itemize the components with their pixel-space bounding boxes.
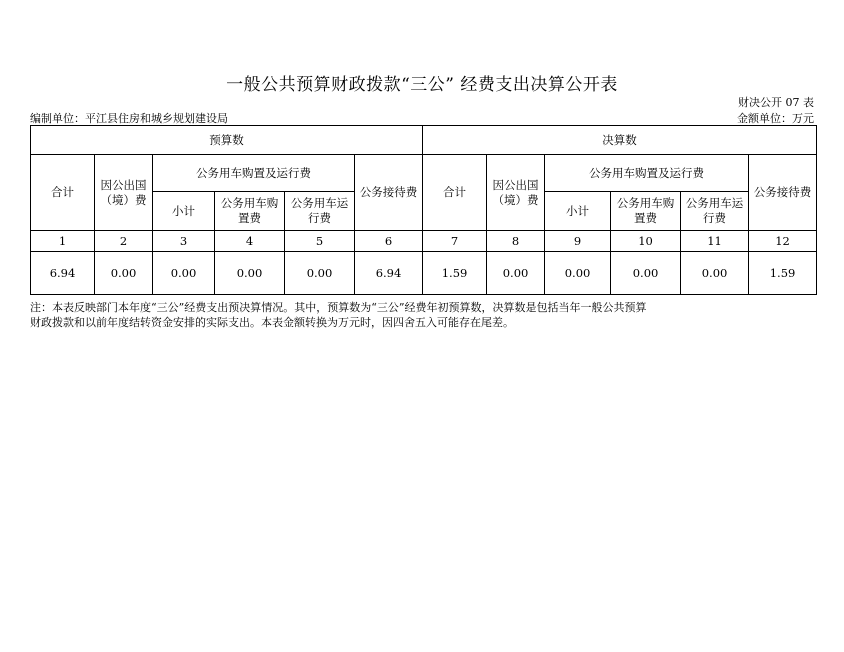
table-row xyxy=(31,252,817,295)
value-cell: 0.00 xyxy=(487,252,545,295)
col-number: 7 xyxy=(423,231,487,252)
value-cell: 0.00 xyxy=(285,252,355,295)
budget-abroad-header: 因公出国（境）费 xyxy=(95,155,153,231)
compiling-unit: 编制单位：平江县住房和城乡规划建设局 xyxy=(30,112,228,125)
budget-header: 预算数 xyxy=(31,126,423,155)
header-row-2 xyxy=(31,155,817,192)
value-cell: 0.00 xyxy=(95,252,153,295)
value-cell: 0.00 xyxy=(545,252,611,295)
column-number-row xyxy=(31,231,817,252)
final-reception-header: 公务接待费 xyxy=(749,155,817,231)
footnote-line-2: 财政拨款和以前年度结转资金安排的实际支出。本表金额转换为万元时，因四舍五入可能存在尾差。 xyxy=(30,316,514,329)
footnote-line-1: 注：本表反映部门本年度“三公”经费支出预决算情况。其中，预算数为“三公”经费年初预算数，决算数是包括当年一般公共预算 xyxy=(30,301,647,314)
col-number: 11 xyxy=(681,231,749,252)
budget-total-header: 合计 xyxy=(31,155,95,231)
footnote xyxy=(30,300,730,330)
form-number: 财决公开 07 表 xyxy=(738,96,814,109)
value-cell: 0.00 xyxy=(153,252,215,295)
col-number: 6 xyxy=(355,231,423,252)
budget-vehicle-header: 公务用车购置及运行费 xyxy=(153,155,355,192)
col-number: 8 xyxy=(487,231,545,252)
col-number: 2 xyxy=(95,231,153,252)
value-cell: 0.00 xyxy=(215,252,285,295)
final-operation-header: 公务用车运行费 xyxy=(681,192,749,231)
page-title: 一般公共预算财政拨款“三公” 经费支出决算公开表 xyxy=(226,75,618,95)
col-number: 5 xyxy=(285,231,355,252)
col-number: 12 xyxy=(749,231,817,252)
col-number: 9 xyxy=(545,231,611,252)
budget-purchase-header: 公务用车购置费 xyxy=(215,192,285,231)
value-cell: 6.94 xyxy=(31,252,95,295)
value-cell: 1.59 xyxy=(423,252,487,295)
header-row-1 xyxy=(31,126,817,155)
final-total-header: 合计 xyxy=(423,155,487,231)
value-cell: 6.94 xyxy=(355,252,423,295)
final-vehicle-header: 公务用车购置及运行费 xyxy=(545,155,749,192)
col-number: 3 xyxy=(153,231,215,252)
budget-subtotal-header: 小计 xyxy=(153,192,215,231)
budget-reception-header: 公务接待费 xyxy=(355,155,423,231)
final-purchase-header: 公务用车购置费 xyxy=(611,192,681,231)
col-number: 1 xyxy=(31,231,95,252)
value-cell: 0.00 xyxy=(681,252,749,295)
final-subtotal-header: 小计 xyxy=(545,192,611,231)
final-abroad-header: 因公出国（境）费 xyxy=(487,155,545,231)
col-number: 10 xyxy=(611,231,681,252)
three-public-expenses-table xyxy=(30,125,817,295)
value-cell: 1.59 xyxy=(749,252,817,295)
col-number: 4 xyxy=(215,231,285,252)
final-header: 决算数 xyxy=(423,126,817,155)
value-cell: 0.00 xyxy=(611,252,681,295)
amount-unit: 金额单位：万元 xyxy=(737,112,814,125)
budget-operation-header: 公务用车运行费 xyxy=(285,192,355,231)
